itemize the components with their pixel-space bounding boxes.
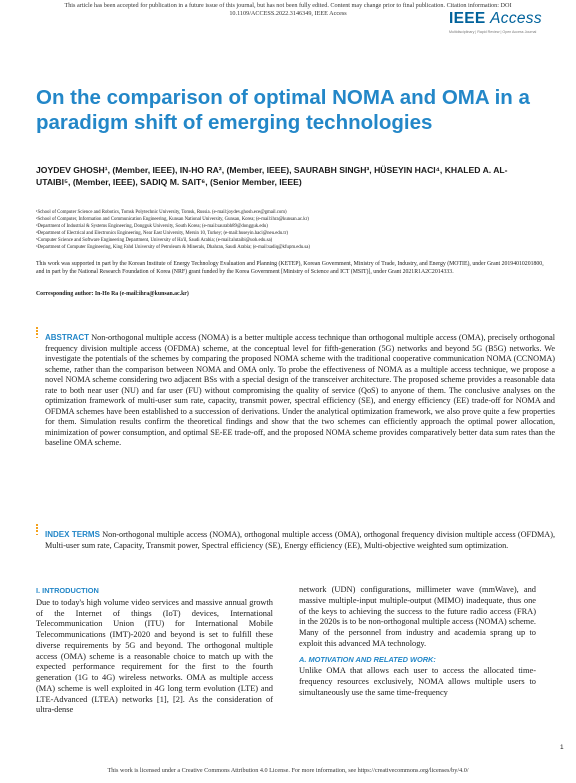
abstract-block bbox=[45, 333, 555, 449]
index-terms-text: Non-orthogonal multiple access (NOMA), orthogonal multiple access (OMA), orthogonal frequency division multiple access (OFDMA), Multi-user sum rate, Capacity, Transmit power, Spectral efficiency (SE), Energy efficiency (EE), Multi-objective weighted sum optimization. bbox=[45, 530, 555, 550]
right-column bbox=[299, 585, 536, 699]
license-footer: This work is licensed under a Creative Commons Attribution 4.0 License. For more information, see https://creativecommons.org/licenses/by/4.0/ bbox=[107, 767, 469, 774]
corresponding-author: Corresponding author: In-Ho Ra (e-mail:ihra@kunsan.ac.kr) bbox=[36, 291, 189, 297]
affiliation-6: ⁶Department of Computer Engineering, King Fahd University of Petroleum & Minerals, Dhahran, Saudi Arabia; (e-mail:sadiq@kfupm.edu.sa) bbox=[36, 245, 310, 251]
motivation-heading: A. MOTIVATION AND RELATED WORK: bbox=[299, 654, 436, 664]
abstract-heading: ABSTRACT bbox=[45, 333, 89, 342]
affiliation-5: ⁵Computer Science and Software Engineering Department, University of Ha'il, Saudi Arabia; (e-mail:alutaibi@uoh.edu.sa) bbox=[36, 238, 273, 244]
introduction-text-left: Due to today's high volume video services and massive annual growth of the Internet of things (IoT) devices, International Telecommunication Union (ITU) for International Mobile Telecommunications (IMT)-2020 and beyond is set to fulfill these diverse requirements by 5G and beyond. The orthogonal multiple access (OMA) scheme is a reasonable choice to match up with the expected performance requirement for the first to the fourth generation (1G to 4G) wireless networks. OMA as multiple access (MA) scheme is well exploited in 4G long term evolution (LTE) and LTE-Advanced (LTEA) networks [1], [2]. As the consideration of ultra-dense bbox=[36, 597, 273, 715]
abstract-text: Non-orthogonal multiple access (NOMA) is a better multiple access technique than orthogonal multiple access (OMA), precisely orthogonal frequency division multiple access (OFDMA) scheme, at the conceptual level for fifth-generation (5G) networks and beyond 5G (B5G) networks. We investigate the potentials of the schemes by comparing the proposed NOMA scheme with the traditional cooperative communication NOMA (CCNOMA) scheme, rather than the comparison between NOMA and OMA only. To probe the effectiveness of NOMA as a multiple access technique, we propose a novel NOMA scheme considering two adjacent BSs with a special design of the transceiver architecture. The proposed scheme provides a reasonable data rate to both near user (NU) and far user (FU) without compromising the quality of service (QoS) to anyone of them. The conclusive analyses on the optimization framework of multi-user sum rate, capacity, transmit power, spectral efficiency (SE), and energy efficiency (EE) trade-off for NOMA and OFDMA schemes have been established to a succession of derivations. Under the analytical optimization framework, we also prove quite a few properties for them. Simulation results confirm the theoretical findings and show that the two schemes can efficiently approach the optimal power allocation, minimization of power consumption, and optimal SE-EE trade-off, and the proposed NOMA scheme provides comparatively better data sum rates than the baseline OMA scheme. bbox=[45, 333, 556, 448]
index-terms-block bbox=[45, 530, 555, 551]
motivation-text: Unlike OMA that allows each user to access the allocated time-frequency resources exclusively, NOMA allows multiple users to simultaneously use the same time-frequency bbox=[299, 666, 536, 697]
author-list: JOYDEV GHOSH¹, (Member, IEEE), IN-HO RA², (Member, IEEE), SAURABH SINGH³, HÜSEYIN HACI⁴, KHALED A. AL-UTAIBI⁵, (Member, IEEE), SADIQ M. SAIT⁶, (Senior Member, IEEE) bbox=[36, 165, 508, 187]
left-column bbox=[36, 586, 273, 716]
affiliation-1: ¹School of Computer Science and Robotics, Tomsk Polytechnic University, Tomsk, Russia. (e-mail:joydev.ghosh.ece@gmail.com) bbox=[36, 210, 287, 215]
index-terms-marker-icon bbox=[36, 524, 40, 535]
banner-line-2: 10.1109/ACCESS.2022.3146349, IEEE Access bbox=[229, 10, 347, 18]
index-terms-heading: INDEX TERMS bbox=[45, 530, 100, 539]
affiliation-2: ²School of Computer, Information and Communication Engineering, Kunsan National University, Gunsan, Korea; (e-mail:ihra@kunsan.ac.kr) bbox=[36, 217, 309, 223]
introduction-text-right: network (UDN) configurations, millimeter wave (mmWave), and massive multiple-input multiple-output (MIMO) inadequate, thus one of the keys to achieving the success to the future radio access (FRA) in the 2020s is to be non-orthogonal multiple access (NOMA) scheme. Many of the personnel from industry and academia sprang up to exploit this advanced MA technology. bbox=[299, 585, 537, 648]
abstract-marker-icon bbox=[36, 327, 40, 338]
page-number: 1 bbox=[560, 744, 564, 751]
affiliation-4: ⁴Department of Electrical and Electronics Engineering, Near East University, Mersin 10, Turkey; (e-mail:huseyin.haci@neu.edu.tr) bbox=[36, 231, 288, 237]
logo-word-access: Access bbox=[490, 10, 542, 27]
journal-logo bbox=[449, 10, 559, 28]
banner-line-1: This article has been accepted for publication in a future issue of this journal, but has not been fully edited. Content may change prior to final publication. Citation information: DOI bbox=[64, 2, 512, 9]
logo-word-ieee: IEEE bbox=[449, 10, 486, 27]
funding-note: This work was supported in part by the Korean Institute of Energy Technology Evaluation and Planning (KETEP), Korean Government, Ministry of Trade, Industry, and Energy (MOTIE), under Grant 20194010201800, and in part by the National Research Foundation of Korea (NRF) grant funded by the Korea Government [Ministry of Science and ICT (MSIT)], under Grant 2021R1A2C2014333. bbox=[36, 261, 544, 275]
paper-title: On the comparison of optimal NOMA and OMA in a paradigm shift of emerging technologies bbox=[36, 86, 530, 134]
affiliation-3: ³Department of Industrial & Systems Engineering, Dongguk University, South Korea; (e-mail:saurabh89@dongguk.edu) bbox=[36, 224, 268, 230]
logo-tagline: Multidisciplinary | Rapid Review | Open Access Journal bbox=[449, 30, 537, 34]
introduction-heading: I. INTRODUCTION bbox=[36, 586, 99, 595]
affiliations bbox=[36, 209, 546, 252]
